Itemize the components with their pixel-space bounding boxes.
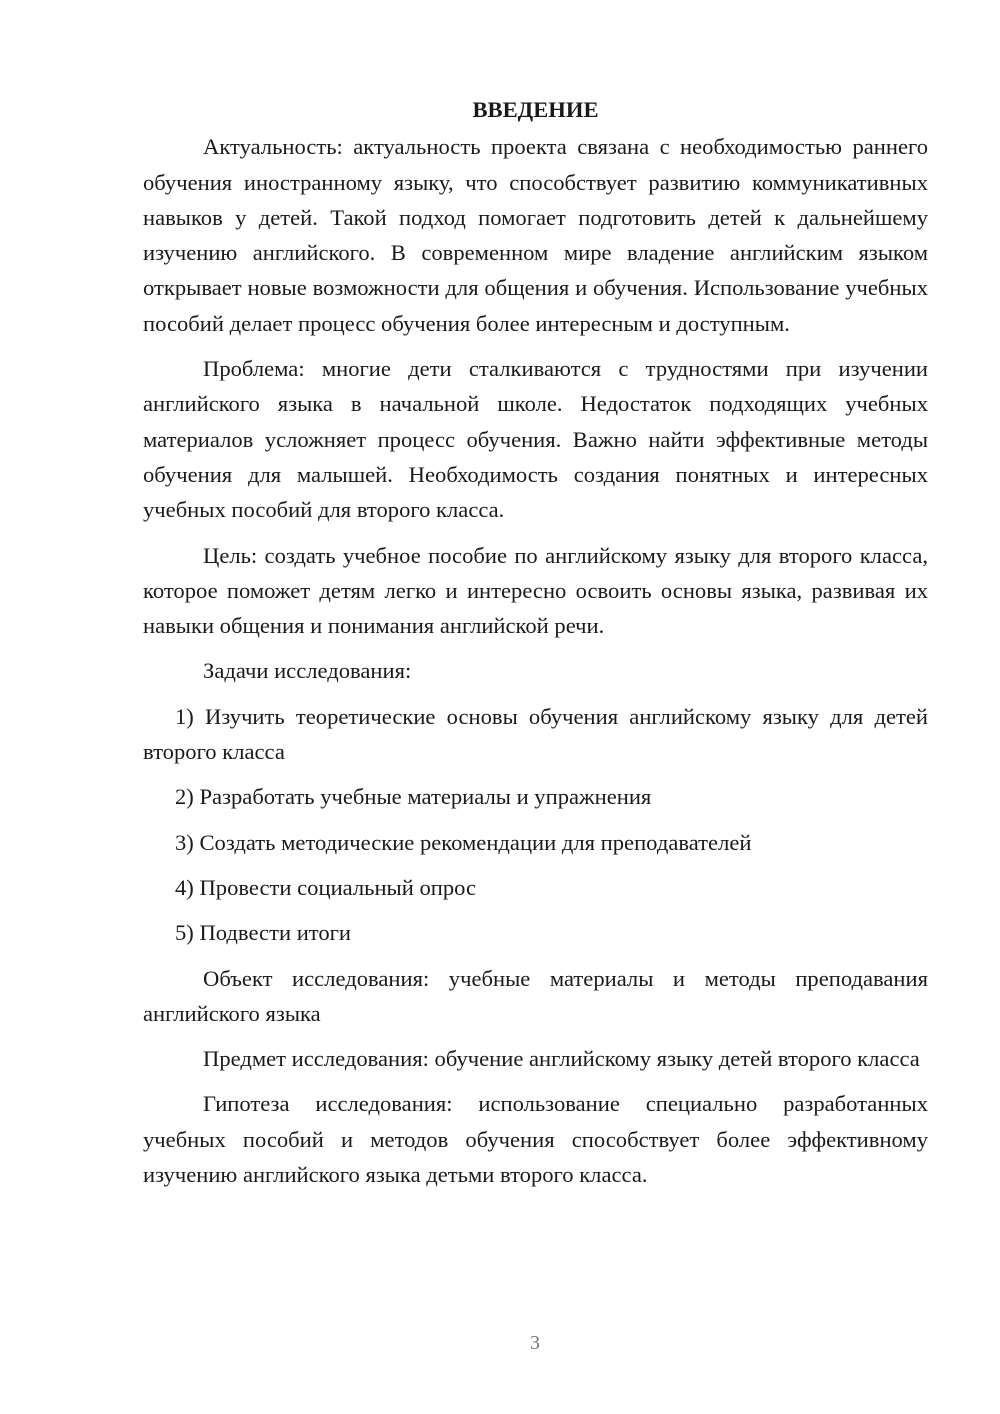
page-number: 3 <box>530 1332 540 1354</box>
paragraph-goal: Цель: создать учебное пособие по английскому языку для второго класса, которое поможет детям легко и интересно освоить основы языка, развивая их навыки общения и понимания английской речи. <box>143 542 928 639</box>
paragraph-subject: Предмет исследования: обучение английскому языку детей второго класса <box>203 1046 920 1072</box>
paragraph-problem: Проблема: многие дети сталкиваются с трудностями при изучении английского языка в начальной школе. Недостаток подходящих учебных материалов усложняет процесс обучения. Важно найти эффективные методы обучения для малышей. Необходимость создания понятных и интересных учебных пособий для второго класса. <box>143 356 928 523</box>
section-heading: ВВЕДЕНИЕ <box>472 97 599 122</box>
task-item: 4) Провести социальный опрос <box>175 874 477 900</box>
paragraph-hypothesis: Гипотеза исследования: использование специально разработанных учебных пособий и методов обучения способствует более эффективному изучению английского языка детьми второго класса. <box>143 1091 928 1188</box>
tasks-label: Задачи исследования: <box>203 658 412 684</box>
task-item: 3) Создать методические рекомендации для преподавателей <box>175 829 752 855</box>
task-item: 1) Изучить теоретические основы обучения английскому языку для детей второго класса <box>143 703 928 765</box>
task-item: 2) Разработать учебные материалы и упражнения <box>175 784 652 810</box>
tasks-list <box>143 699 928 951</box>
paragraph-object: Объект исследования: учебные материалы и методы преподавания английского языка <box>143 965 928 1026</box>
document-body <box>143 92 928 1202</box>
paragraph-relevance: Актуальность: актуальность проекта связана с необходимостью раннего обучения иностранному языку, что способствует развитию коммуникативных навыков у детей. Такой подход помогает подготовить детей к дальнейшему изучению английского. В современном мире владение английским языком открывает новые возможности для общения и обучения. Использование учебных пособий делает процесс обучения более интересным и доступным. <box>143 134 928 336</box>
task-item: 5) Подвести итоги <box>175 920 352 946</box>
